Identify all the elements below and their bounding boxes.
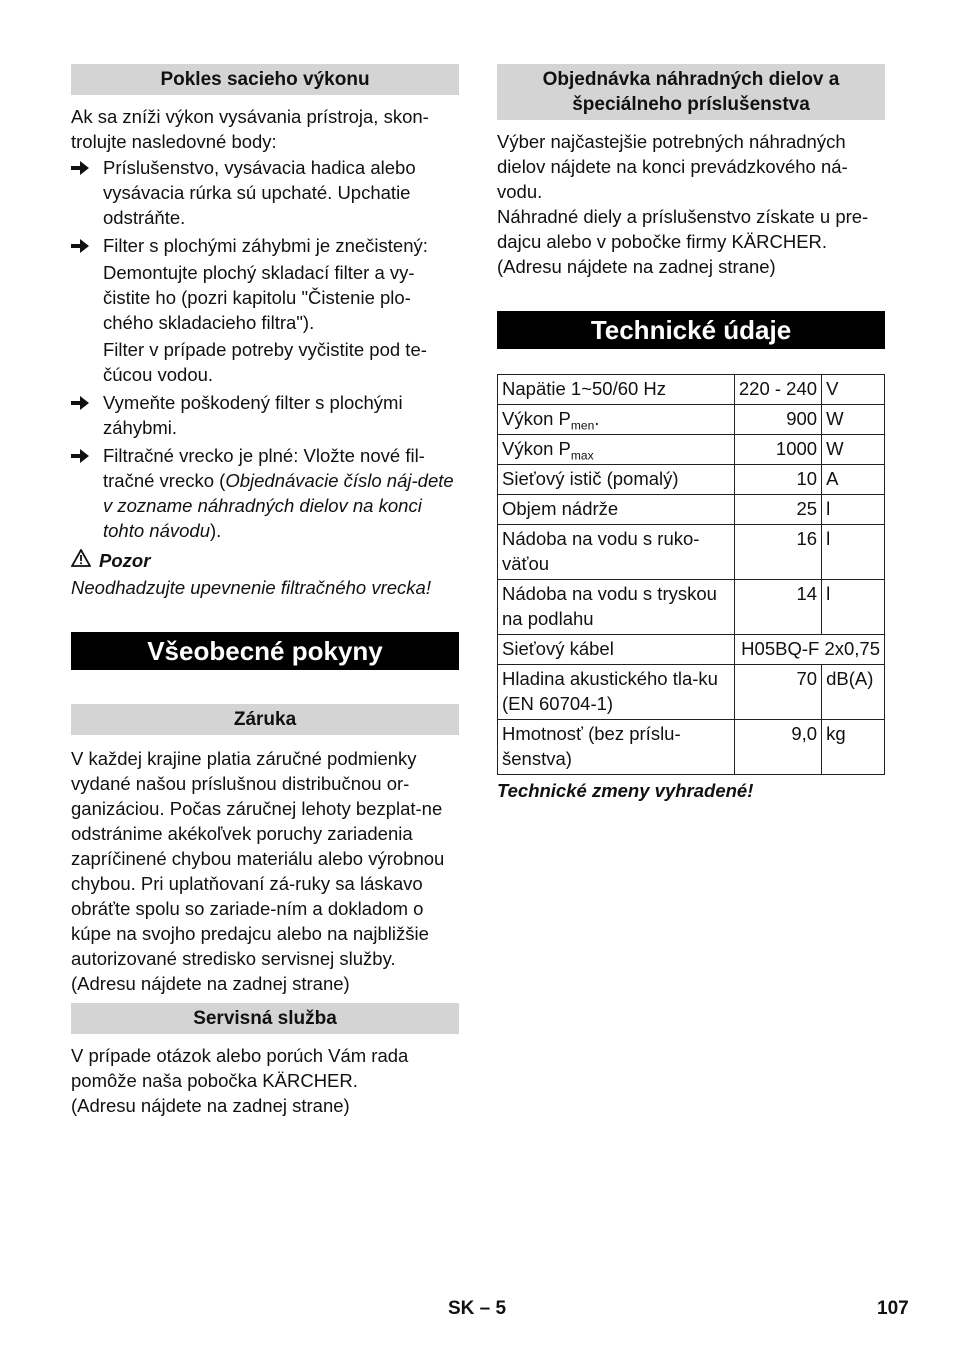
spec-value: H05BQ-F 2x0,75 xyxy=(734,635,885,665)
spec-label: Sieťový kábel xyxy=(498,635,735,665)
spec-value: 900 xyxy=(734,405,822,435)
spec-unit: l xyxy=(822,580,885,635)
spec-label: Nádoba na vodu s tryskou na podlahu xyxy=(498,580,735,635)
arrow-right-icon xyxy=(71,443,91,468)
heading-vseobecne: Všeobecné pokyny xyxy=(71,632,459,670)
table-row xyxy=(498,580,885,635)
spec-value: 70 xyxy=(734,665,822,720)
table-row xyxy=(498,720,885,775)
warning-text: Neodhadzujte upevnenie filtračného vrecka! xyxy=(71,577,431,598)
zaruka-address: (Adresu nájdete na zadnej strane) xyxy=(71,973,350,994)
spec-value: 9,0 xyxy=(734,720,822,775)
spec-value: 25 xyxy=(734,495,822,525)
table-row xyxy=(498,495,885,525)
pokles-intro: Ak sa zníži výkon vysávania prístroja, skon-trolujte nasledovné body: xyxy=(71,106,429,152)
arrow-right-icon xyxy=(71,155,91,180)
spec-value: 14 xyxy=(734,580,822,635)
table-row xyxy=(498,405,885,435)
heading-servis: Servisná služba xyxy=(71,1003,459,1034)
spec-label: Sieťový istič (pomalý) xyxy=(498,465,735,495)
table-row xyxy=(498,435,885,465)
objednavka-address: (Adresu nájdete na zadnej strane) xyxy=(497,256,776,277)
list-item: Vymeňte poškodený filter s plochými záhybmi. xyxy=(71,390,459,440)
list-item: Filter s plochými záhybmi je znečistený: xyxy=(71,233,459,258)
spec-table xyxy=(497,374,885,775)
warning-triangle-icon xyxy=(71,548,91,573)
spec-unit: W xyxy=(822,435,885,465)
spec-label: Hmotnosť (bez príslu-šenstva) xyxy=(498,720,735,775)
servis-text: V prípade otázok alebo porúch Vám rada pomôže naša pobočka KÄRCHER. xyxy=(71,1045,409,1091)
spec-value: 220 - 240 xyxy=(734,375,822,405)
spec-label: Nádoba na vodu s ruko-väťou xyxy=(498,525,735,580)
list-item: Príslušenstvo, vysávacia hadica alebo vysávacia rúrka sú upchaté. Upchatie odstráňte. xyxy=(71,155,459,230)
table-row xyxy=(498,525,885,580)
spec-value: 1000 xyxy=(734,435,822,465)
heading-pokles: Pokles sacieho výkonu xyxy=(71,64,459,95)
footer-section: SK – 5 xyxy=(448,1298,507,1319)
page-number: 107 xyxy=(877,1298,909,1319)
spec-label: Výkon $P_{max}$ xyxy=(498,435,735,465)
arrow-right-icon xyxy=(71,233,91,258)
spec-label: Napätie 1~50/60 Hz xyxy=(498,375,735,405)
spec-unit: V xyxy=(822,375,885,405)
spec-unit: l xyxy=(822,525,885,580)
list-subitem: Demontujte plochý skladací filter a vy-čistite ho (pozri kapitolu "Čistenie plo-chého skladacieho filtra"). xyxy=(103,262,415,333)
servis-address: (Adresu nájdete na zadnej strane) xyxy=(71,1095,350,1116)
technicke-note: Technické zmeny vyhradené! xyxy=(497,780,754,801)
spec-label: Objem nádrže xyxy=(498,495,735,525)
arrow-right-icon xyxy=(71,390,91,415)
heading-objednavka: Objednávka náhradných dielov a špeciálneho príslušenstva xyxy=(497,64,885,120)
spec-label: Výkon $P_{men}$. xyxy=(498,405,735,435)
list-item: Filtračné vrecko je plné: Vložte nové fil-tračné vrecko (Objednávacie číslo náj-dete v zozname náhradných dielov na konci tohto návodu). xyxy=(71,443,459,543)
spec-unit: A xyxy=(822,465,885,495)
objednavka-text-1: Výber najčastejšie potrebných náhradných dielov nájdete na konci prevádzkového ná-vodu. xyxy=(497,131,848,202)
heading-technicke: Technické údaje xyxy=(497,311,885,349)
spec-label: Hladina akustického tla-ku (EN 60704-1) xyxy=(498,665,735,720)
spec-value: 10 xyxy=(734,465,822,495)
left-column xyxy=(71,64,459,1118)
list-subitem: Filter v prípade potreby vyčistite pod te-čúcou vodou. xyxy=(103,339,427,385)
table-row xyxy=(498,465,885,495)
objednavka-text-2: Náhradné diely a príslušenstvo získate u pre-dajcu alebo v pobočke firmy KÄRCHER. xyxy=(497,206,869,252)
spec-unit: l xyxy=(822,495,885,525)
table-row xyxy=(498,375,885,405)
warning-title: Pozor xyxy=(71,548,459,573)
right-column xyxy=(497,64,885,803)
spec-unit: W xyxy=(822,405,885,435)
heading-zaruka: Záruka xyxy=(71,704,459,735)
table-row xyxy=(498,665,885,720)
zaruka-text: V každej krajine platia záručné podmienky vydané našou príslušnou distribučnou or-ganizáciou. Počas záručnej lehoty bezplat-ne odstránime akékoľvek poruchy zariadenia zapríčinené chybou materiálu alebo výrobnou chybou. Pri uplatňovaní zá-ruky sa láskavo obráťte spolu so zariade-ním a dokladom o kúpe na svojho predajcu alebo na najbližšie autorizované stredisko servisnej služby. xyxy=(71,748,445,969)
table-row xyxy=(498,635,885,665)
spec-unit: kg xyxy=(822,720,885,775)
spec-value: 16 xyxy=(734,525,822,580)
spec-unit: dB(A) xyxy=(822,665,885,720)
